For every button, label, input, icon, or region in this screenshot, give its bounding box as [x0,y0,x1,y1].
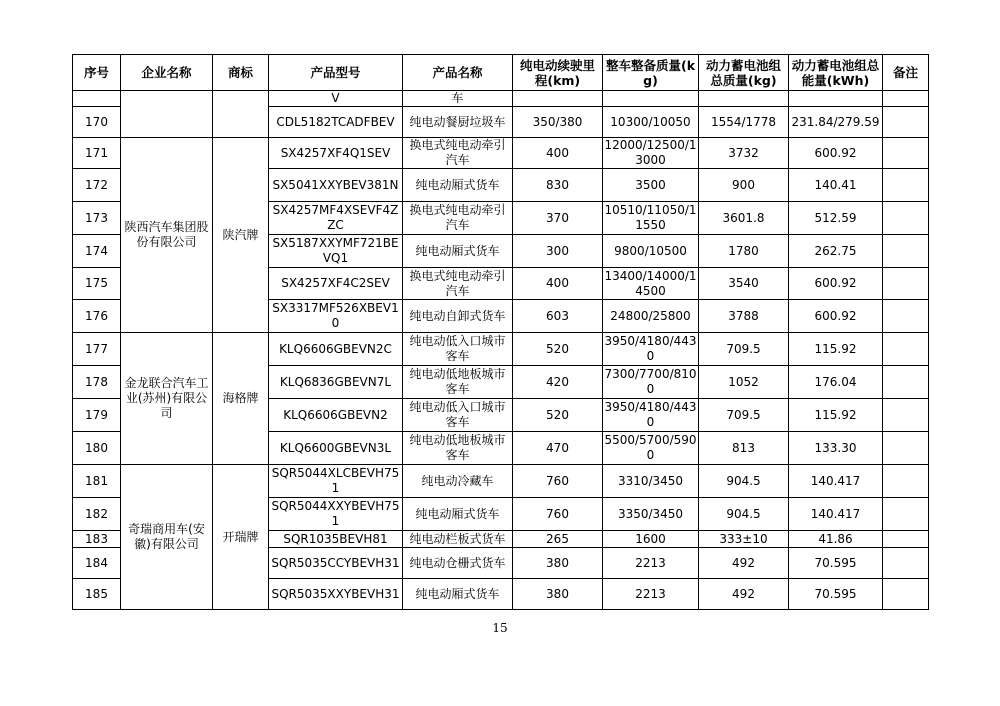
table-cell: 3950/4180/4430 [603,399,699,432]
table-cell: CDL5182TCADFBEV [269,107,403,138]
table-cell: SX4257XF4Q1SEV [269,138,403,169]
table-cell [513,91,603,107]
table-cell: SQR5035XXYBEVH31 [269,579,403,610]
table-cell: 184 [73,548,121,579]
header-row [73,55,929,91]
table-cell: 2213 [603,579,699,610]
table-cell: SX5041XXYBEV381N [269,169,403,202]
table-cell: 41.86 [789,531,883,548]
table-cell: SX4257MF4XSEVF4ZZC [269,202,403,235]
table-cell: SQR5044XLCBEVH751 [269,465,403,498]
table-cell [883,235,929,268]
table-cell [699,91,789,107]
table-cell: 170 [73,107,121,138]
table-cell: 470 [513,432,603,465]
table-cell: 纯电动低地板城市客车 [403,432,513,465]
continuation-row [73,91,929,107]
table-cell: 370 [513,202,603,235]
table-cell: 709.5 [699,333,789,366]
table-cell [789,91,883,107]
table-cell [883,465,929,498]
table-cell: 133.30 [789,432,883,465]
table-cell: 904.5 [699,498,789,531]
table-cell: 纯电动自卸式货车 [403,300,513,333]
table-cell: 纯电动厢式货车 [403,579,513,610]
table-cell [883,268,929,300]
table-cell [213,91,269,138]
table-cell: KLQ6606GBEVN2C [269,333,403,366]
table-cell: 185 [73,579,121,610]
table-cell: 24800/25800 [603,300,699,333]
table-cell: 纯电动低入口城市客车 [403,399,513,432]
table-cell: 13400/14000/14500 [604,268,697,298]
table-cell: 1600 [603,531,699,548]
table-cell: 10300/10050 [603,107,699,138]
table-cell: 纯电动低地板城市客车 [403,366,513,399]
table-cell: 3540 [699,268,789,300]
table-cell: 173 [73,202,121,235]
table-cell: SX4257XF4C2SEV [269,268,403,300]
table-cell: 换电式纯电动牵引汽车 [403,138,513,169]
table-cell [883,333,929,366]
table-cell: 265 [513,531,603,548]
table-cell [883,498,929,531]
table-row [73,465,929,498]
table-cell [883,579,929,610]
table-cell [883,169,929,202]
table-row [73,333,929,366]
table-cell: 904.5 [699,465,789,498]
table-cell: 600.92 [789,268,883,300]
table-cell: 1052 [699,366,789,399]
table-cell: KLQ6606GBEVN2 [269,399,403,432]
header-cell: 产品型号 [269,55,403,91]
table-cell [883,366,929,399]
table-cell: 140.417 [789,465,883,498]
header-cell: 整车整备质量(kg) [603,55,699,91]
table-cell: 纯电动厢式货车 [403,498,513,531]
header-cell: 备注 [883,55,929,91]
table-cell: 5500/5700/5900 [603,432,699,465]
table-cell: 115.92 [789,333,883,366]
table-body [73,138,929,610]
table-cell: 171 [73,138,121,169]
table-cell [121,91,213,138]
table-cell: 换电式纯电动牵引汽车 [403,202,513,235]
table-cell: 9800/10500 [603,235,699,268]
table-cell [883,399,929,432]
table-cell: 7300/7700/8100 [603,366,699,399]
table-cell: 180 [73,432,121,465]
table-cell: 512.59 [789,202,883,235]
table-cell: SX3317MF526XBEV10 [269,300,403,333]
table-cell: 2213 [603,548,699,579]
table-cell: SQR5035CCYBEVH31 [269,548,403,579]
table-cell: 181 [73,465,121,498]
table-cell: 813 [699,432,789,465]
table-cell: 709.5 [699,399,789,432]
table-cell: 492 [699,579,789,610]
table-cell: 纯电动厢式货车 [403,169,513,202]
table-cell: 603 [513,300,603,333]
table-cell: 177 [73,333,121,366]
company-cell: 奇瑞商用车(安徽)有限公司 [121,465,213,610]
table-cell: 262.75 [789,235,883,268]
table-cell: 492 [699,548,789,579]
header-cell: 企业名称 [121,55,213,91]
table-cell: 175 [73,268,121,300]
table-cell [883,202,929,235]
table-cell: 115.92 [789,399,883,432]
brand-cell: 海格牌 [213,333,269,465]
brand-cell: 陕汽牌 [213,138,269,333]
table-cell: 900 [699,169,789,202]
page-number: 15 [492,621,508,635]
table-cell [883,107,929,138]
header-cell: 序号 [73,55,121,91]
table-row [73,138,929,169]
table-cell: 760 [513,498,603,531]
table-cell: KLQ6836GBEVN7L [269,366,403,399]
table-cell: 600.92 [789,300,883,333]
table-cell [883,432,929,465]
table-cell: SQR1035BEVH81 [269,531,403,548]
table-cell: 520 [513,399,603,432]
table-cell: 520 [513,333,603,366]
table-cell [883,300,929,333]
table-cell: 400 [513,138,603,169]
header-cell: 动力蓄电池组总质量(kg) [699,55,789,91]
table-cell: 3310/3450 [603,465,699,498]
header-cell: 动力蓄电池组总能量(kWh) [789,55,883,91]
company-cell: 金龙联合汽车工业(苏州)有限公司 [121,333,213,465]
table-cell: 176 [73,300,121,333]
vehicle-catalog-table [72,54,929,610]
table-cell: 350/380 [513,107,603,138]
table-cell: 380 [513,579,603,610]
table-cell: V [269,91,403,107]
table-cell: 纯电动栏板式货车 [403,531,513,548]
header-cell: 纯电动续驶里程(km) [513,55,603,91]
table-cell: 纯电动仓栅式货车 [403,548,513,579]
table-cell: 3950/4180/4430 [603,333,699,366]
table-cell: 174 [73,235,121,268]
table-cell [73,91,121,107]
table-cell: SX5187XXYMF721BEVQ1 [269,235,403,268]
table-cell [883,138,929,169]
table-cell: 1554/1778 [699,107,789,138]
table-cell: 纯电动冷藏车 [403,465,513,498]
table-cell: 176.04 [789,366,883,399]
header-cell: 商标 [213,55,269,91]
table-cell: 纯电动厢式货车 [403,235,513,268]
table-cell: 12000/12500/13000 [604,138,697,167]
table-cell: 140.417 [789,498,883,531]
table-cell [883,91,929,107]
table-cell: SQR5044XXYBEVH751 [269,498,403,531]
table-cell: 178 [73,366,121,399]
table-cell: 760 [513,465,603,498]
table-cell: 70.595 [789,548,883,579]
table-cell: 10510/11050/11550 [603,202,699,235]
table-cell: 3732 [699,138,789,169]
table-cell: 231.84/279.59 [789,107,883,138]
table-cell: 纯电动餐厨垃圾车 [403,107,513,138]
table-cell: 300 [513,235,603,268]
table-cell: 换电式纯电动牵引汽车 [403,268,513,300]
table-cell: 140.41 [789,169,883,202]
table-cell: 333±10 [699,531,789,548]
table-cell: 400 [513,268,603,300]
table-cell: 182 [73,498,121,531]
table-cell: 3500 [603,169,699,202]
table-cell [603,91,699,107]
table-cell: 380 [513,548,603,579]
table-cell: 纯电动低入口城市客车 [403,333,513,366]
table-cell: 1780 [699,235,789,268]
table-cell: 183 [73,531,121,548]
company-cell: 陕西汽车集团股份有限公司 [121,138,213,333]
brand-cell: 开瑞牌 [213,465,269,610]
table-cell: 3788 [699,300,789,333]
table-cell [883,548,929,579]
table-cell: 600.92 [789,138,883,169]
table-cell: 车 [403,91,513,107]
table-cell: 3601.8 [699,202,789,235]
table-cell: 420 [513,366,603,399]
header-cell: 产品名称 [403,55,513,91]
table-cell: KLQ6600GBEVN3L [269,432,403,465]
table-cell: 830 [513,169,603,202]
table-cell: 3350/3450 [603,498,699,531]
table-cell: 70.595 [789,579,883,610]
table-cell [883,531,929,548]
table-cell: 179 [73,399,121,432]
table-cell: 172 [73,169,121,202]
